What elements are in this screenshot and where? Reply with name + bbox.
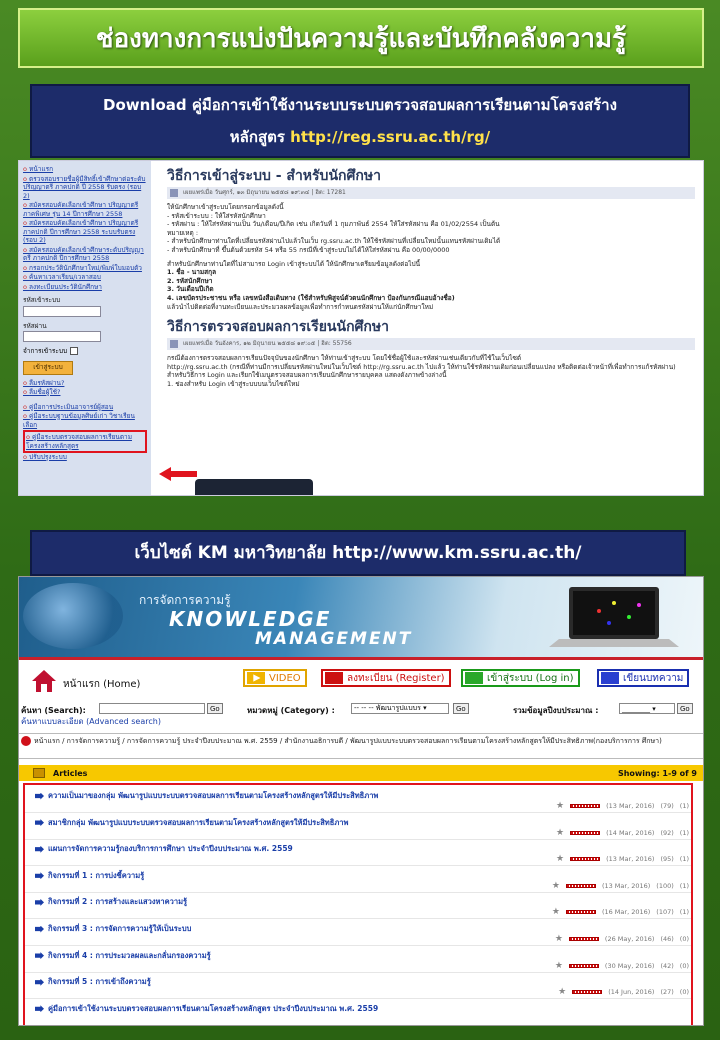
sidebar-link[interactable]: o ลงทะเบียนประวัตินักศึกษา: [23, 283, 147, 292]
article-views: (42): [660, 961, 674, 970]
rating-bar: [566, 884, 596, 888]
article-row: [25, 973, 691, 999]
username-input[interactable]: [23, 306, 101, 317]
star-icon: ★: [554, 960, 563, 971]
article-comments: (1): [679, 855, 689, 864]
login-guide-meta: เผยแพร่เมื่อ วันศุกร์, ๑๓ มิถุนายน ๒๕๕๘ ๑๙:๓๔ | ฮิต: 17281: [167, 187, 695, 199]
article-title-link[interactable]: กิจกรรมที่ 2 : การสร้างและแสวงหาความรู้: [35, 896, 187, 908]
article-views: (107): [656, 908, 674, 917]
article-date: (14 Jun, 2016): [608, 988, 655, 997]
guide-text-line: หมายเหตุ :: [167, 228, 199, 237]
article-title-link[interactable]: กิจกรรมที่ 3 : การจัดการความรู้ให้เป็นระบบ: [35, 923, 191, 935]
article-comments: (0): [679, 935, 689, 943]
forgot-link[interactable]: o ลืมชื่อผู้ใช้?: [23, 388, 147, 397]
article-meta: [556, 854, 689, 864]
km-banner: [30, 530, 686, 576]
sidebar-link[interactable]: o ตรวจสอบรายชื่อผู้มีสิทธิ์เข้าศึกษาต่อระดับปริญญาตรี ภาคปกติ ปี 2558 รับตรง (รอบ 2): [23, 175, 147, 201]
article-views: (92): [660, 828, 674, 837]
register-button[interactable]: ลงทะเบียน (Register): [321, 669, 451, 687]
rating-bar: [569, 964, 599, 968]
guide-text-line: สำหรับนักศึกษาท่านใดที่ไม่สามารถ Login เข้าสู่ระบบได้ ให้นักศึกษาเตรียมข้อมูลดังต่อไปนี้: [167, 259, 421, 268]
guide-text-line: แล้วนำไปติดต่อที่งานทะเบียนและประมวลผลข้อมูลเพื่อทำการกำหนดรหัสผ่านให้แก่นักศึกษาใหม่: [167, 302, 434, 311]
article-date: (26 May, 2016): [604, 935, 655, 943]
fiscal-year-select[interactable]: ________ ▾: [619, 703, 675, 714]
article-title-link[interactable]: กิจกรรมที่ 4 : การประมวลผลและกลั่นกรองความรู้: [35, 950, 211, 962]
km-banner-text[interactable]: เว็บไซต์ KM มหาวิทยาลัย http://www.km.ssru.ac.th/: [134, 543, 582, 563]
grade-text-line: http://rg.ssru.ac.th (กรณีที่ท่านมีการเปลี่ยนรหัสผ่านใหม่ในเว็บไซต์ http://rg.ssru.ac.th ไปแล้ว ให้ท่านใช้รหัสผ่านเดิมก่อนเปลี่ยนแปลง หรือติดต่อเจ้าหน้าที่เพื่อทำการแก้รหัสผ่าน): [167, 362, 676, 371]
grade-check-meta: เผยแพร่เมื่อ วันอังคาร, ๑๒ มิถุนายน ๒๕๕๘ ๑๙:๐๕ | ฮิต: 55756: [167, 338, 695, 350]
advanced-search-link[interactable]: ค้นหาแบบละเอียด (Advanced search): [21, 717, 161, 726]
star-icon: ★: [551, 880, 560, 891]
login-guide-heading: วิธีการเข้าสู่ระบบ - สำหรับนักศึกษา: [167, 168, 381, 184]
category-select[interactable]: -- -- -- พัฒนารูปแบบร ▾: [351, 703, 449, 714]
sidebar-manual-link[interactable]: o คู่มือการประเมินอาจารย์ผู้สอน: [23, 403, 147, 412]
guide-text-line: ให้นักศึกษาเข้าสู่ระบบโดยกรอกข้อมูลดังนี้: [167, 203, 284, 211]
page-title: ช่องทางการแบ่งปันความรู้และบันทึกคลังความรู้: [95, 23, 627, 54]
rating-bar: [570, 831, 600, 835]
article-comments: (0): [679, 961, 689, 970]
sidebar-link[interactable]: o สมัครสอบคัดเลือกเข้าศึกษา ปริญญาตรี ภาคปกติ ปีการศึกษา 2558 ระบบรับตรง (รอบ 2): [23, 219, 147, 245]
pen-icon: [601, 672, 619, 684]
sidebar-link[interactable]: o สมัครสอบคัดเลือกเข้าศึกษา ปริญญาตรี ภาคพิเศษ รุ่น 14 ปีการศึกษา 2558: [23, 201, 147, 218]
reg-system-screenshot: [18, 160, 704, 496]
sidebar-link[interactable]: o ค้นหาเวลาเรียน/เวลาสอบ: [23, 273, 147, 282]
article-row: [25, 1000, 691, 1026]
article-row: [25, 787, 691, 813]
article-meta: [556, 828, 689, 838]
reg-sidebar: [19, 161, 151, 496]
sidebar-link[interactable]: o กรอกประวัตินักศึกษาใหม่/พิมพ์ใบมอบตัว: [23, 264, 147, 273]
article-views: (79): [660, 802, 674, 810]
km-header-banner: [19, 577, 704, 657]
article-row: [25, 893, 691, 919]
km-navbar: [19, 663, 704, 701]
register-icon: [325, 672, 343, 684]
guide-text-line: - สำหรับนักศึกษาที่ ขึ้นต้นด้วยรหัส 54 หรือ 55 กรณีที่เข้าสู่ระบบไม่ได้ให้ใส่รหัสผ่าน คือ 00/00/0000: [167, 245, 450, 254]
remember-me-checkbox[interactable]: [70, 347, 78, 355]
remember-me[interactable]: [23, 347, 147, 356]
star-icon: ★: [556, 854, 565, 865]
showing-count: Showing: 1-9 of 9: [617, 768, 697, 778]
article-row: [25, 840, 691, 866]
star-icon: ★: [556, 827, 565, 838]
search-input[interactable]: [99, 703, 205, 714]
star-icon: ★: [558, 987, 567, 998]
grade-text-line: 1. ช่องสำหรับ Login เข้าสู่ระบบบนเว็บไซต์ใหม่: [167, 379, 300, 388]
rating-bar: [570, 857, 600, 861]
km-header-title-2: MANAGEMENT: [255, 629, 413, 649]
guide-text-line: - รหัสผ่าน : ให้ใส่รหัสผ่านเป็น วัน/เดือน/ปีเกิด เช่น เกิดวันที่ 1 กุมภาพันธ์ 2554 ให้ใส่รหัสผ่าน คือ 01/02/2554 เป็นต้น: [167, 220, 500, 229]
article-comments: (1): [679, 908, 689, 917]
article-row: [25, 867, 691, 893]
login-nav-button[interactable]: เข้าสู่ระบบ (Log in): [461, 669, 580, 687]
remember-me-label: จำการเข้าระบบ: [23, 347, 68, 355]
star-icon: ★: [551, 907, 560, 918]
article-meta: [552, 881, 689, 891]
sidebar-link[interactable]: o สมัครสอบคัดเลือกเข้าศึกษาระดับปริญญาตรี ภาคปกติ ปีการศึกษา 2558: [23, 246, 147, 263]
article-meta: [555, 934, 689, 944]
article-meta: [555, 961, 689, 971]
write-article-button[interactable]: เขียนบทความ: [597, 669, 689, 687]
guide-text-line: 1. ชื่อ - นามสกุล: [167, 268, 217, 277]
header-divider: [19, 657, 704, 660]
article-meta: [556, 801, 689, 811]
sidebar-link-manual[interactable]: o คู่มือระบบตรวจสอบผลการเรียนตามโครงสร้างหลักสูตร: [26, 433, 144, 450]
login-preview-image: [195, 479, 313, 496]
category-go-button[interactable]: Go: [453, 703, 469, 714]
article-title-link[interactable]: กิจกรรมที่ 1 : การบ่งชี้ความรู้: [35, 870, 144, 882]
grade-check-heading: วิธีการตรวจสอบผลการเรียนนักศึกษา: [167, 319, 389, 336]
password-label: รหัสผ่าน: [23, 321, 47, 330]
forgot-link[interactable]: o ลืมรหัสผ่าน?: [23, 379, 147, 388]
rating-bar: [570, 804, 600, 808]
login-icon: [465, 672, 483, 684]
fiscal-year-label: รวมข้อมูลปีงบประมาณ :: [513, 706, 599, 715]
star-icon: ★: [556, 801, 565, 811]
page-title-banner: [18, 8, 704, 68]
article-row: [25, 947, 691, 973]
username-label: รหัสเข้าระบบ: [23, 296, 61, 304]
breadcrumb: หน้าแรก / การจัดการความรู้ / การจัดการความรู้ ประจำปีงบประมาณ พ.ศ. 2559 / สำนักงานอธิการบดี / พัฒนารูปแบบระบบตรวจสอบผลการเรียนตามโครงสร้างหลักสูตรให้มีประสิทธิภาพ(กองบริการการ ศึกษา): [19, 733, 704, 759]
article-meta: [558, 987, 689, 997]
article-date: (16 Mar, 2016): [601, 908, 651, 917]
article-meta: [552, 907, 689, 917]
laptop-graphic: [539, 581, 689, 651]
article-views: (95): [660, 855, 674, 864]
download-banner-url[interactable]: http://reg.ssru.ac.th/rg/: [290, 128, 491, 146]
calendar-icon: [170, 340, 178, 348]
sidebar-link[interactable]: o หน้าแรก: [23, 165, 147, 174]
video-button[interactable]: VIDEO: [243, 669, 307, 687]
article-title-link[interactable]: ความเป็นมาของกลุ่ม พัฒนารูปแบบระบบตรวจสอบผลการเรียนตามโครงสร้างหลักสูตรให้มีประสิทธิภาพ: [35, 790, 378, 802]
article-date: (30 May, 2016): [604, 961, 655, 970]
globe-graphic: [23, 583, 123, 649]
article-title-link[interactable]: กิจกรรมที่ 5 : การเข้าถึงความรู้: [35, 976, 151, 988]
star-icon: ★: [554, 934, 563, 944]
reg-main-content: [159, 161, 703, 496]
guide-text-line: 3. วันเดือนปีเกิด: [167, 285, 214, 294]
grade-text-line: กรณีต้องการตรวจสอบผลการเรียนปัจจุบันของนักศึกษา ให้ท่านเข้าสู่ระบบ โดยใช้ชื่อผู้ใช้และรหัสผ่านเช่นเดียวกับที่ใช้ในเว็บไซต์: [167, 354, 522, 363]
article-title-link[interactable]: แผนการจัดการความรู้กองบริการการศึกษา ประจำปีงบประมาณ พ.ศ. 2559: [35, 843, 293, 855]
article-views: (100): [656, 881, 674, 890]
article-date: (14 Mar, 2016): [606, 828, 655, 837]
guide-text-line: 4. เลขบัตรประชาชน หรือ เลขหนังสือเดินทาง (ใช้สำหรับพิสูจน์ตัวตนนักศึกษา ป้องกันกรณีแอบอ้างชื่อ): [167, 293, 455, 302]
km-website-screenshot: [18, 576, 704, 1026]
rating-bar: [572, 990, 602, 994]
guide-text-line: - รหัสเข้าระบบ : ให้ใส่รหัสนักศึกษา: [167, 211, 266, 220]
km-header-subtitle: การจัดการความรู้: [139, 593, 231, 607]
grade-text-line: สำหรับวิธีการ Login และเรียกใช้เมนูตรวจสอบผลการเรียนนักศึกษารายบุคคล แสดงดังภาพข้างล่างนี้: [167, 371, 447, 380]
article-row: [25, 814, 691, 840]
articles-header: [19, 765, 704, 781]
sidebar-manual-link[interactable]: o คู่มือระบบฐานข้อมูลศิษย์เก่า วิชาเรียนเลือก: [23, 412, 147, 429]
home-icon[interactable]: [31, 669, 57, 693]
calendar-icon: [170, 189, 178, 197]
article-comments: (1): [679, 881, 689, 890]
article-date: (13 Mar, 2016): [601, 881, 651, 890]
password-input[interactable]: [23, 331, 101, 342]
download-banner: [30, 84, 690, 158]
home-link[interactable]: หน้าแรก (Home): [63, 679, 141, 690]
article-row: [25, 920, 691, 946]
folder-icon: [33, 768, 45, 778]
search-label: ค้นหา (Search):: [21, 706, 86, 715]
login-button[interactable]: เข้าสู่ระบบ: [23, 361, 73, 375]
articles-label: Articles: [53, 768, 88, 778]
article-comments: (0): [679, 988, 689, 997]
rating-bar: [566, 910, 596, 914]
km-header-title-1: KNOWLEDGE: [169, 607, 332, 631]
article-date: (13 Mar, 2016): [606, 802, 655, 810]
article-title-link[interactable]: คู่มือการเข้าใช้งานระบบตรวจสอบผลการเรียนตามโครงสร้างหลักสูตร ประจำปีงบประมาณ พ.ศ. 2559: [35, 1003, 378, 1015]
article-views: (27): [660, 988, 674, 997]
guide-text-line: 2. รหัสนักศึกษา: [167, 276, 213, 285]
highlighted-manual-link-box: [23, 430, 147, 453]
breadcrumb-icon: [21, 736, 31, 746]
download-banner-prefix: หลักสูตร: [229, 128, 285, 146]
article-date: (13 Mar, 2016): [606, 855, 655, 864]
article-comments: (1): [679, 802, 689, 810]
guide-text-line: - สำหรับนักศึกษาท่านใดที่เปลี่ยนรหัสผ่านไปแล้วในเว็บ rg.ssru.ac.th ให้ใช้รหัสผ่านที่เปลี่ยนใหม่นั้นแทนรหัสผ่านเดิมได้: [167, 237, 501, 246]
article-views: (46): [660, 935, 674, 943]
rating-bar: [569, 937, 599, 941]
fiscal-year-go-button[interactable]: Go: [677, 703, 693, 714]
search-bar: [21, 701, 704, 729]
sidebar-link-maintenance[interactable]: o ปรับปรุงระบบ: [23, 453, 147, 462]
article-title-link[interactable]: สมาชิกกลุ่ม พัฒนารูปแบบระบบตรวจสอบผลการเรียนตามโครงสร้างหลักสูตรให้มีประสิทธิภาพ: [35, 817, 348, 829]
article-comments: (1): [679, 828, 689, 837]
download-banner-line1: Download คู่มือการเข้าใช้งานระบบระบบตรวจสอบผลการเรียนตามโครงสร้าง: [103, 96, 617, 114]
category-label: หมวดหมู่ (Category) :: [247, 706, 335, 715]
articles-list: [23, 783, 693, 1026]
search-go-button[interactable]: Go: [207, 703, 223, 714]
video-icon: [247, 672, 265, 684]
